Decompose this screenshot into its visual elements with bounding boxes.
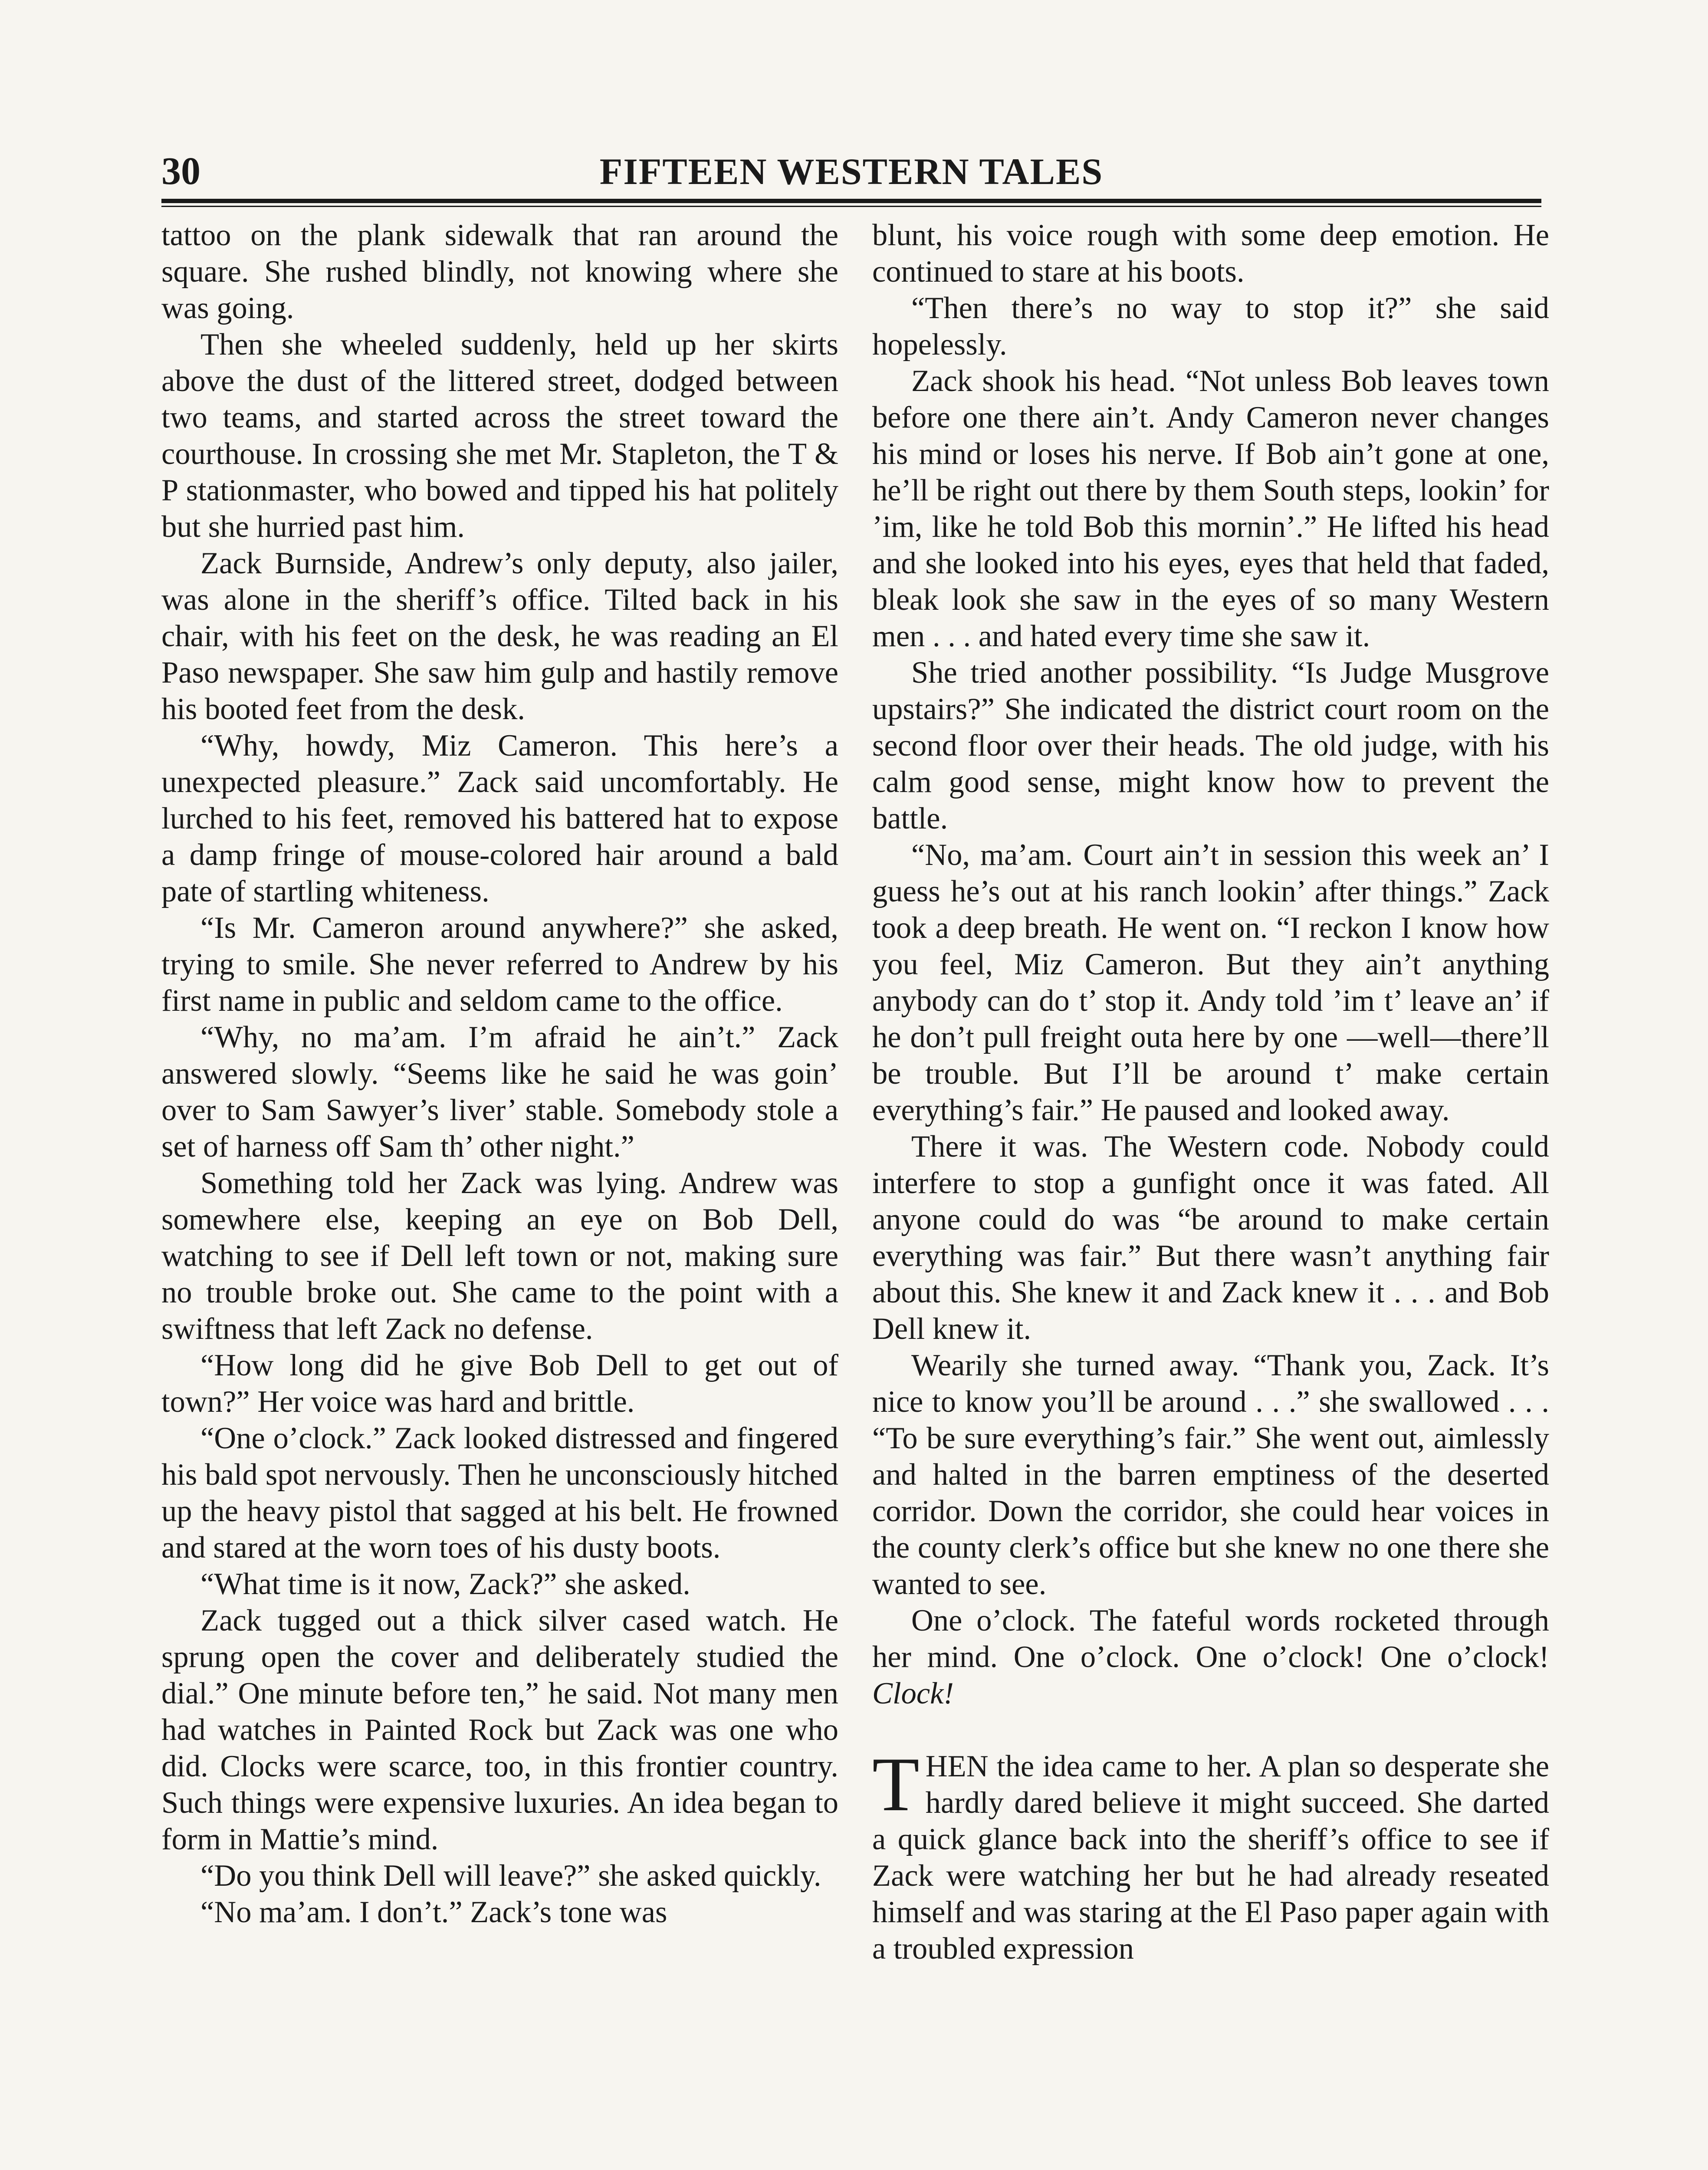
paragraph: “How long did he give Bob Dell to get out of town?” Her voice was hard and brittle. [161,1348,838,1419]
section-opening-paragraph [872,1741,1549,1967]
paragraph: Something told her Zack was lying. Andrew was somewhere else, keeping an eye on Bob Dell, watching to see if Dell left town or not, making sure no trouble broke out. She came to the point with a swiftness that left Zack no defense. [161,1166,838,1346]
running-title: FIFTEEN WESTERN TALES [599,151,1104,192]
drop-cap: T [872,1741,920,1827]
paragraph: “Why, howdy, Miz Cameron. This here’s a unexpected pleasure.” Zack said uncomfortably. He lurched to his feet, removed his battered hat to expose a damp fringe of mouse-colored hair around a bald pate of startling whiteness. [161,729,838,908]
paragraph: “What time is it now, Zack?” she asked. [200,1567,690,1601]
header-rule [161,199,1541,207]
paragraph: There it was. The Western code. Nobody could interfere to stop a gunfight once it was fated. All anyone could do was “be around to make certain everything was fair.” But there wasn’t anything fair about this. She knew it and Zack knew it . . . and Bob Dell knew it. [872,1130,1549,1346]
page-number: 30 [161,150,200,193]
page-header [161,143,1541,200]
paragraph: “One o’clock.” Zack looked distressed and fingered his bald spot nervously. Then he unconsciously hitched up the heavy pistol that sagged at his belt. He frowned and stared at the worn toes of his dusty boots. [161,1421,838,1565]
paragraph: “Is Mr. Cameron around anywhere?” she asked, trying to smile. She never referred to Andrew by his first name in public and seldom came to the office. [161,911,838,1018]
paragraph: “No ma’am. I don’t.” Zack’s tone was [200,1895,667,1929]
section-text: HEN the idea came to her. A plan so desperate she hardly dared believe it might succeed. She darted a quick glance back into the sheriff’s office to see if Zack were watching her but he had already reseated himself and was staring at the El Paso paper again with a troubled expression [872,1749,1549,1966]
paragraph: Zack Burnside, Andrew’s only deputy, also jailer, was alone in the sheriff’s office. Tilted back in his chair, with his feet on the desk, he was reading an El Paso newspaper. She saw him gulp and hastily remove his booted feet from the desk. [161,546,838,726]
paragraph: “Then there’s no way to stop it?” she said hopelessly. [872,291,1549,362]
paragraph: tattoo on the plank sidewalk that ran around the square. She rushed blindly, not knowing where she was going. [161,218,838,325]
paragraph: “Do you think Dell will leave?” she asked quickly. [200,1859,821,1893]
paragraph: Zack tugged out a thick silver cased watch. He sprung open the cover and deliberately studied the dial.” One minute before ten,” he said. Not many men had watches in Painted Rock but Zack was one who did. Clocks were scarce, too, in this frontier country. Such things were expensive luxuries. An idea began to form in Mattie’s mind. [161,1604,838,1856]
paragraph: She tried another possibility. “Is Judge Musgrove upstairs?” She indicated the district court room on the second floor over their heads. The old judge, with his calm good sense, might know how to prevent the battle. [872,656,1549,835]
right-column [872,217,1549,2170]
paragraph: Then she wheeled suddenly, held up her skirts above the dust of the littered street, dodged between two teams, and started across the street toward the courthouse. In crossing she met Mr. Stapleton, the T & P stationmaster, who bowed and tipped his hat politely but she hurried past him. [161,328,838,544]
paragraph: Wearily she turned away. “Thank you, Zack. It’s nice to know you’ll be around . . .” she swallowed . . . “To be sure everything’s fair.” She went out, aimlessly and halted in the barren emptiness of the deserted corridor. Down the corridor, she could hear voices in the county clerk’s office but she knew no one there she wanted to see. [872,1348,1549,1601]
italic-word: Clock! [872,1677,954,1710]
paragraph-italic-ending: One o’clock. The fateful words rocketed through her mind. One o’clock. One o’clock! One o’clock! Clock! [872,1604,1549,1710]
paragraph: “No, ma’am. Court ain’t in session this week an’ I guess he’s out at his ranch lookin’ after things.” Zack took a deep breath. He went on. “I reckon I know how you feel, Miz Cameron. But they ain’t anything anybody can do t’ stop it. Andy told ’im t’ leave an’ if he don’t pull freight outa here by one —well—there’ll be trouble. But I’ll be around t’ make certain everything’s fair.” He paused and looked away. [872,838,1549,1127]
paragraph: Zack shook his head. “Not unless Bob leaves town before one there ain’t. Andy Cameron never changes his mind or loses his nerve. If Bob ain’t gone at one, he’ll be right out there by them South steps, lookin’ for ’im, like he told Bob this mornin’.” He lifted his head and she looked into his eyes, eyes that held that faded, bleak look she saw in the eyes of so many Western men . . . and hated every time she saw it. [872,364,1549,653]
paragraph: blunt, his voice rough with some deep emotion. He continued to stare at his boots. [872,218,1549,289]
paragraph: “Why, no ma’am. I’m afraid he ain’t.” Zack answered slowly. “Seems like he said he was goin’ over to Sam Sawyer’s liver’ stable. Somebody stole a set of harness off Sam th’ other night.” [161,1020,838,1164]
left-column [161,217,838,2170]
